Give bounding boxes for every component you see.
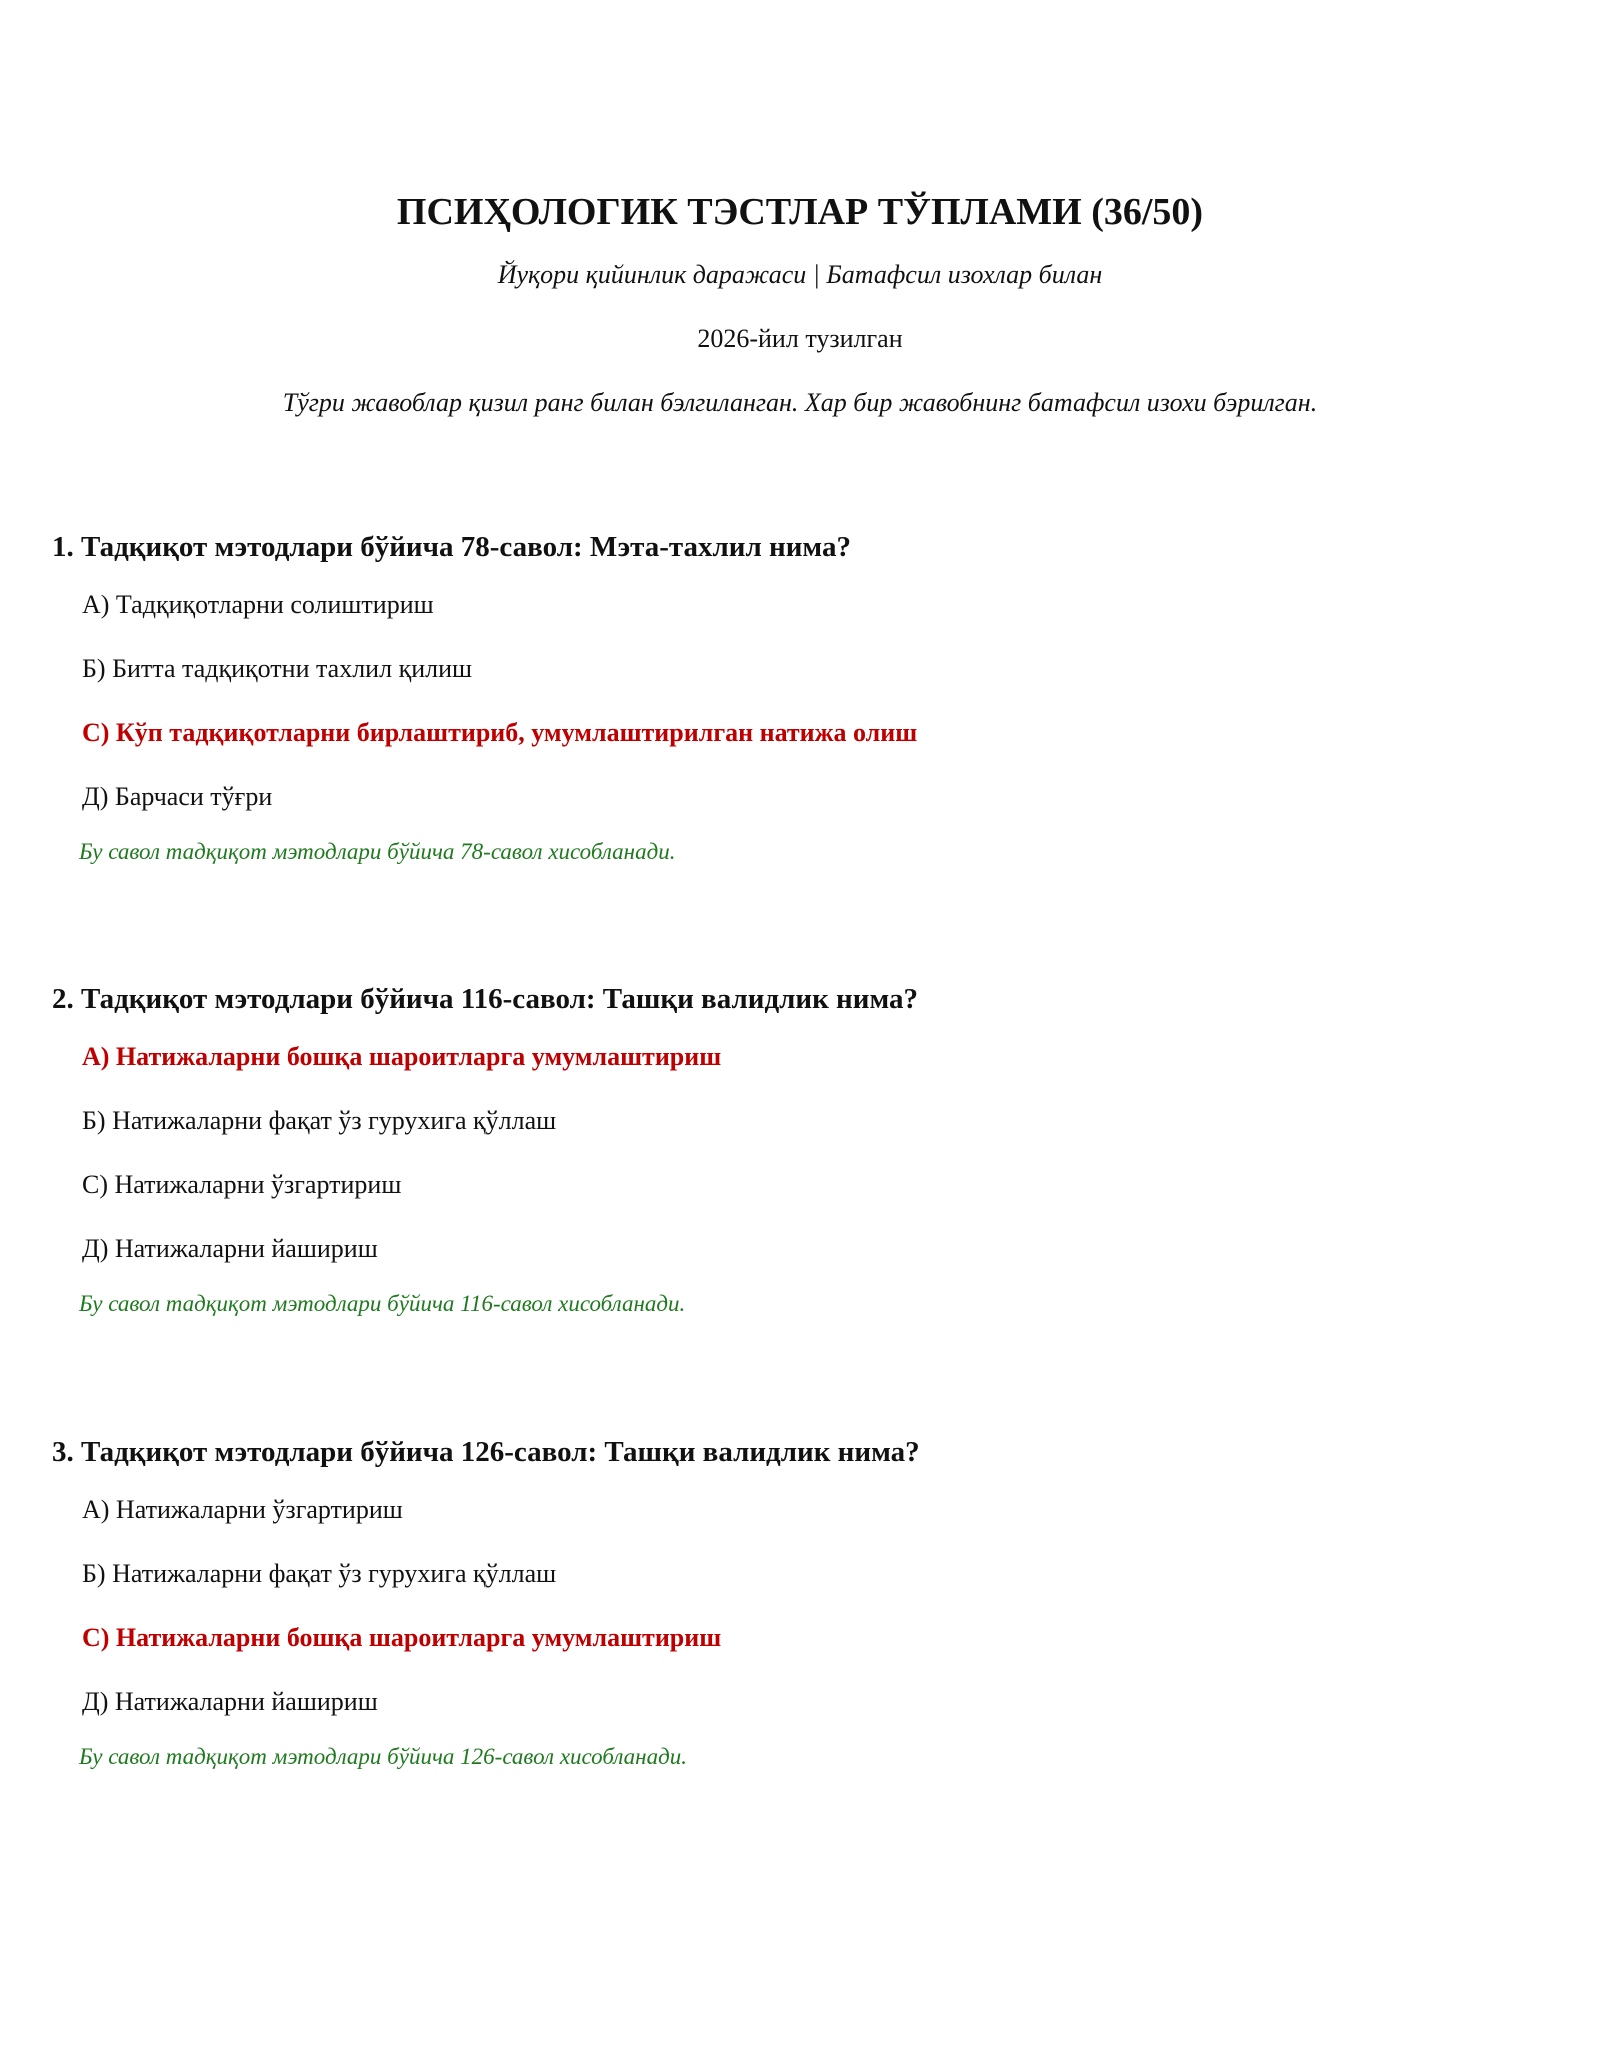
answer-explanation: Бу савол тадқиқот мэтодлари бўйича 116-савол хисобланади. <box>79 1291 686 1316</box>
question-text: 1. Тадқиқот мэтодлари бўйича 78-савол: Мэта-тахлил нима? <box>52 531 851 563</box>
question-block-2 <box>52 979 1552 1319</box>
answer-explanation: Бу савол тадқиқот мэтодлари бўйича 126-савол хисобланади. <box>79 1744 687 1769</box>
compiled-year: 2026-йил тузилган <box>697 324 903 353</box>
answer-option-d: Д) Натижаларни йашириш <box>82 1234 378 1263</box>
answer-option-b: Б) Натижаларни фақат ўз гурухига қўллаш <box>82 1559 557 1588</box>
answer-explanation: Бу савол тадқиқот мэтодлари бўйича 78-савол хисобланади. <box>79 839 676 864</box>
answer-options <box>52 1493 1552 1719</box>
page-subtitle: Йуқори қийинлик даражаси | Батафсил изохлар билан <box>497 260 1103 289</box>
question-text: 2. Тадқиқот мэтодлари бўйича 116-савол: Ташқи валидлик нима? <box>52 983 919 1015</box>
question-block-1 <box>52 527 1552 867</box>
answer-option-b: Б) Битта тадқиқотни тахлил қилиш <box>82 654 473 683</box>
answer-option-d: Д) Натижаларни йашириш <box>82 1687 378 1716</box>
answer-option-c-correct: С) Натижаларни бошқа шароитларга умумлаштириш <box>82 1623 722 1652</box>
question-block-3 <box>52 1432 1552 1772</box>
answer-option-d: Д) Барчаси тўғри <box>82 782 273 811</box>
answer-option-a: А) Тадқиқотларни солиштириш <box>82 590 434 619</box>
answer-options <box>52 1040 1552 1266</box>
answer-option-c: С) Натижаларни ўзгартириш <box>82 1170 402 1199</box>
answer-option-c-correct: С) Кўп тадқиқотларни бирлаштириб, умумлаштирилган натижа олиш <box>82 718 918 747</box>
answer-options <box>52 588 1552 814</box>
answer-option-a: А) Натижаларни ўзгартириш <box>82 1495 403 1524</box>
answer-option-a-correct: А) Натижаларни бошқа шароитларга умумлаштириш <box>82 1042 722 1071</box>
answer-option-b: Б) Натижаларни фақат ўз гурухига қўллаш <box>82 1106 557 1135</box>
question-text: 3. Тадқиқот мэтодлари бўйича 126-савол: Ташқи валидлик нима? <box>52 1436 920 1468</box>
page-title: ПСИҲОЛОГИК ТЭСТЛАР ТЎПЛАМИ (36/50) <box>396 191 1204 233</box>
answer-key-note: Тўгри жавоблар қизил ранг билан бэлгиланган. Хар бир жавобнинг батафсил изохи бэрилган. <box>282 388 1318 417</box>
document-header <box>0 188 1600 420</box>
